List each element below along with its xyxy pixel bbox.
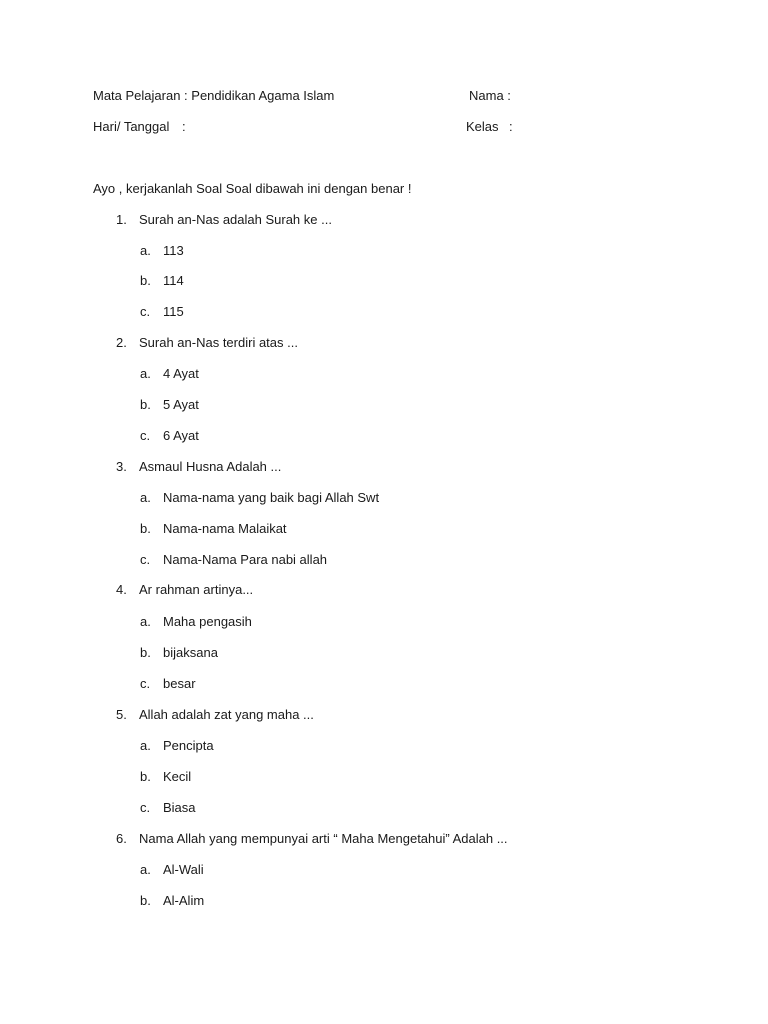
option-text: Biasa bbox=[163, 800, 196, 815]
option-text: Kecil bbox=[163, 769, 192, 784]
option-letter: b. bbox=[140, 397, 151, 412]
option-text: bijaksana bbox=[163, 645, 218, 660]
subject-label: Mata Pelajaran : Pendidikan Agama Islam bbox=[93, 88, 335, 103]
option-text: 6 Ayat bbox=[163, 428, 199, 443]
option-text: Maha pengasih bbox=[163, 614, 252, 629]
question-number: 1. bbox=[116, 212, 127, 227]
name-label: Nama : bbox=[469, 88, 511, 103]
option-letter: a. bbox=[140, 366, 151, 381]
option-letter: a. bbox=[140, 243, 151, 258]
option-letter: a. bbox=[140, 738, 151, 753]
option-letter: c. bbox=[140, 304, 151, 319]
option-letter: a. bbox=[140, 862, 151, 877]
option-text: 115 bbox=[163, 304, 184, 319]
option-text: Al-Wali bbox=[163, 862, 204, 877]
class-colon: : bbox=[509, 119, 513, 134]
option-text: Nama-nama yang baik bagi Allah Swt bbox=[163, 490, 380, 505]
date-colon: : bbox=[182, 119, 186, 134]
option-letter: b. bbox=[140, 769, 151, 784]
question-text: Surah an-Nas adalah Surah ke ... bbox=[139, 212, 332, 227]
option-text: besar bbox=[163, 676, 196, 691]
option-text: 113 bbox=[163, 243, 184, 258]
option-letter: a. bbox=[140, 490, 151, 505]
question-number: 5. bbox=[116, 707, 127, 722]
question-number: 2. bbox=[116, 335, 127, 350]
option-letter: b. bbox=[140, 273, 151, 288]
question-number: 6. bbox=[116, 831, 127, 846]
option-letter: c. bbox=[140, 800, 151, 815]
option-letter: c. bbox=[140, 428, 151, 443]
option-text: 5 Ayat bbox=[163, 397, 199, 412]
option-text: 114 bbox=[163, 273, 184, 288]
option-text: 4 Ayat bbox=[163, 366, 199, 381]
option-letter: a. bbox=[140, 614, 151, 629]
class-label: Kelas bbox=[466, 119, 499, 134]
question-text: Ar rahman artinya... bbox=[139, 582, 254, 597]
question-text: Asmaul Husna Adalah ... bbox=[139, 459, 282, 474]
date-label: Hari/ Tanggal bbox=[93, 119, 170, 134]
option-letter: b. bbox=[140, 645, 151, 660]
option-letter: c. bbox=[140, 552, 151, 567]
instruction-text: Ayo , kerjakanlah Soal Soal dibawah ini dengan benar ! bbox=[93, 181, 412, 196]
option-letter: b. bbox=[140, 893, 151, 908]
question-text: Nama Allah yang mempunyai arti “ Maha Mengetahui” Adalah ... bbox=[139, 831, 508, 846]
option-text: Al-Alim bbox=[163, 893, 205, 908]
option-text: Nama-Nama Para nabi allah bbox=[163, 552, 328, 567]
question-number: 3. bbox=[116, 459, 127, 474]
question-text: Surah an-Nas terdiri atas ... bbox=[139, 335, 298, 350]
question-text: Allah adalah zat yang maha ... bbox=[139, 707, 314, 722]
option-letter: b. bbox=[140, 521, 151, 536]
option-letter: c. bbox=[140, 676, 151, 691]
option-text: Pencipta bbox=[163, 738, 214, 753]
question-number: 4. bbox=[116, 582, 127, 597]
option-text: Nama-nama Malaikat bbox=[163, 521, 287, 536]
